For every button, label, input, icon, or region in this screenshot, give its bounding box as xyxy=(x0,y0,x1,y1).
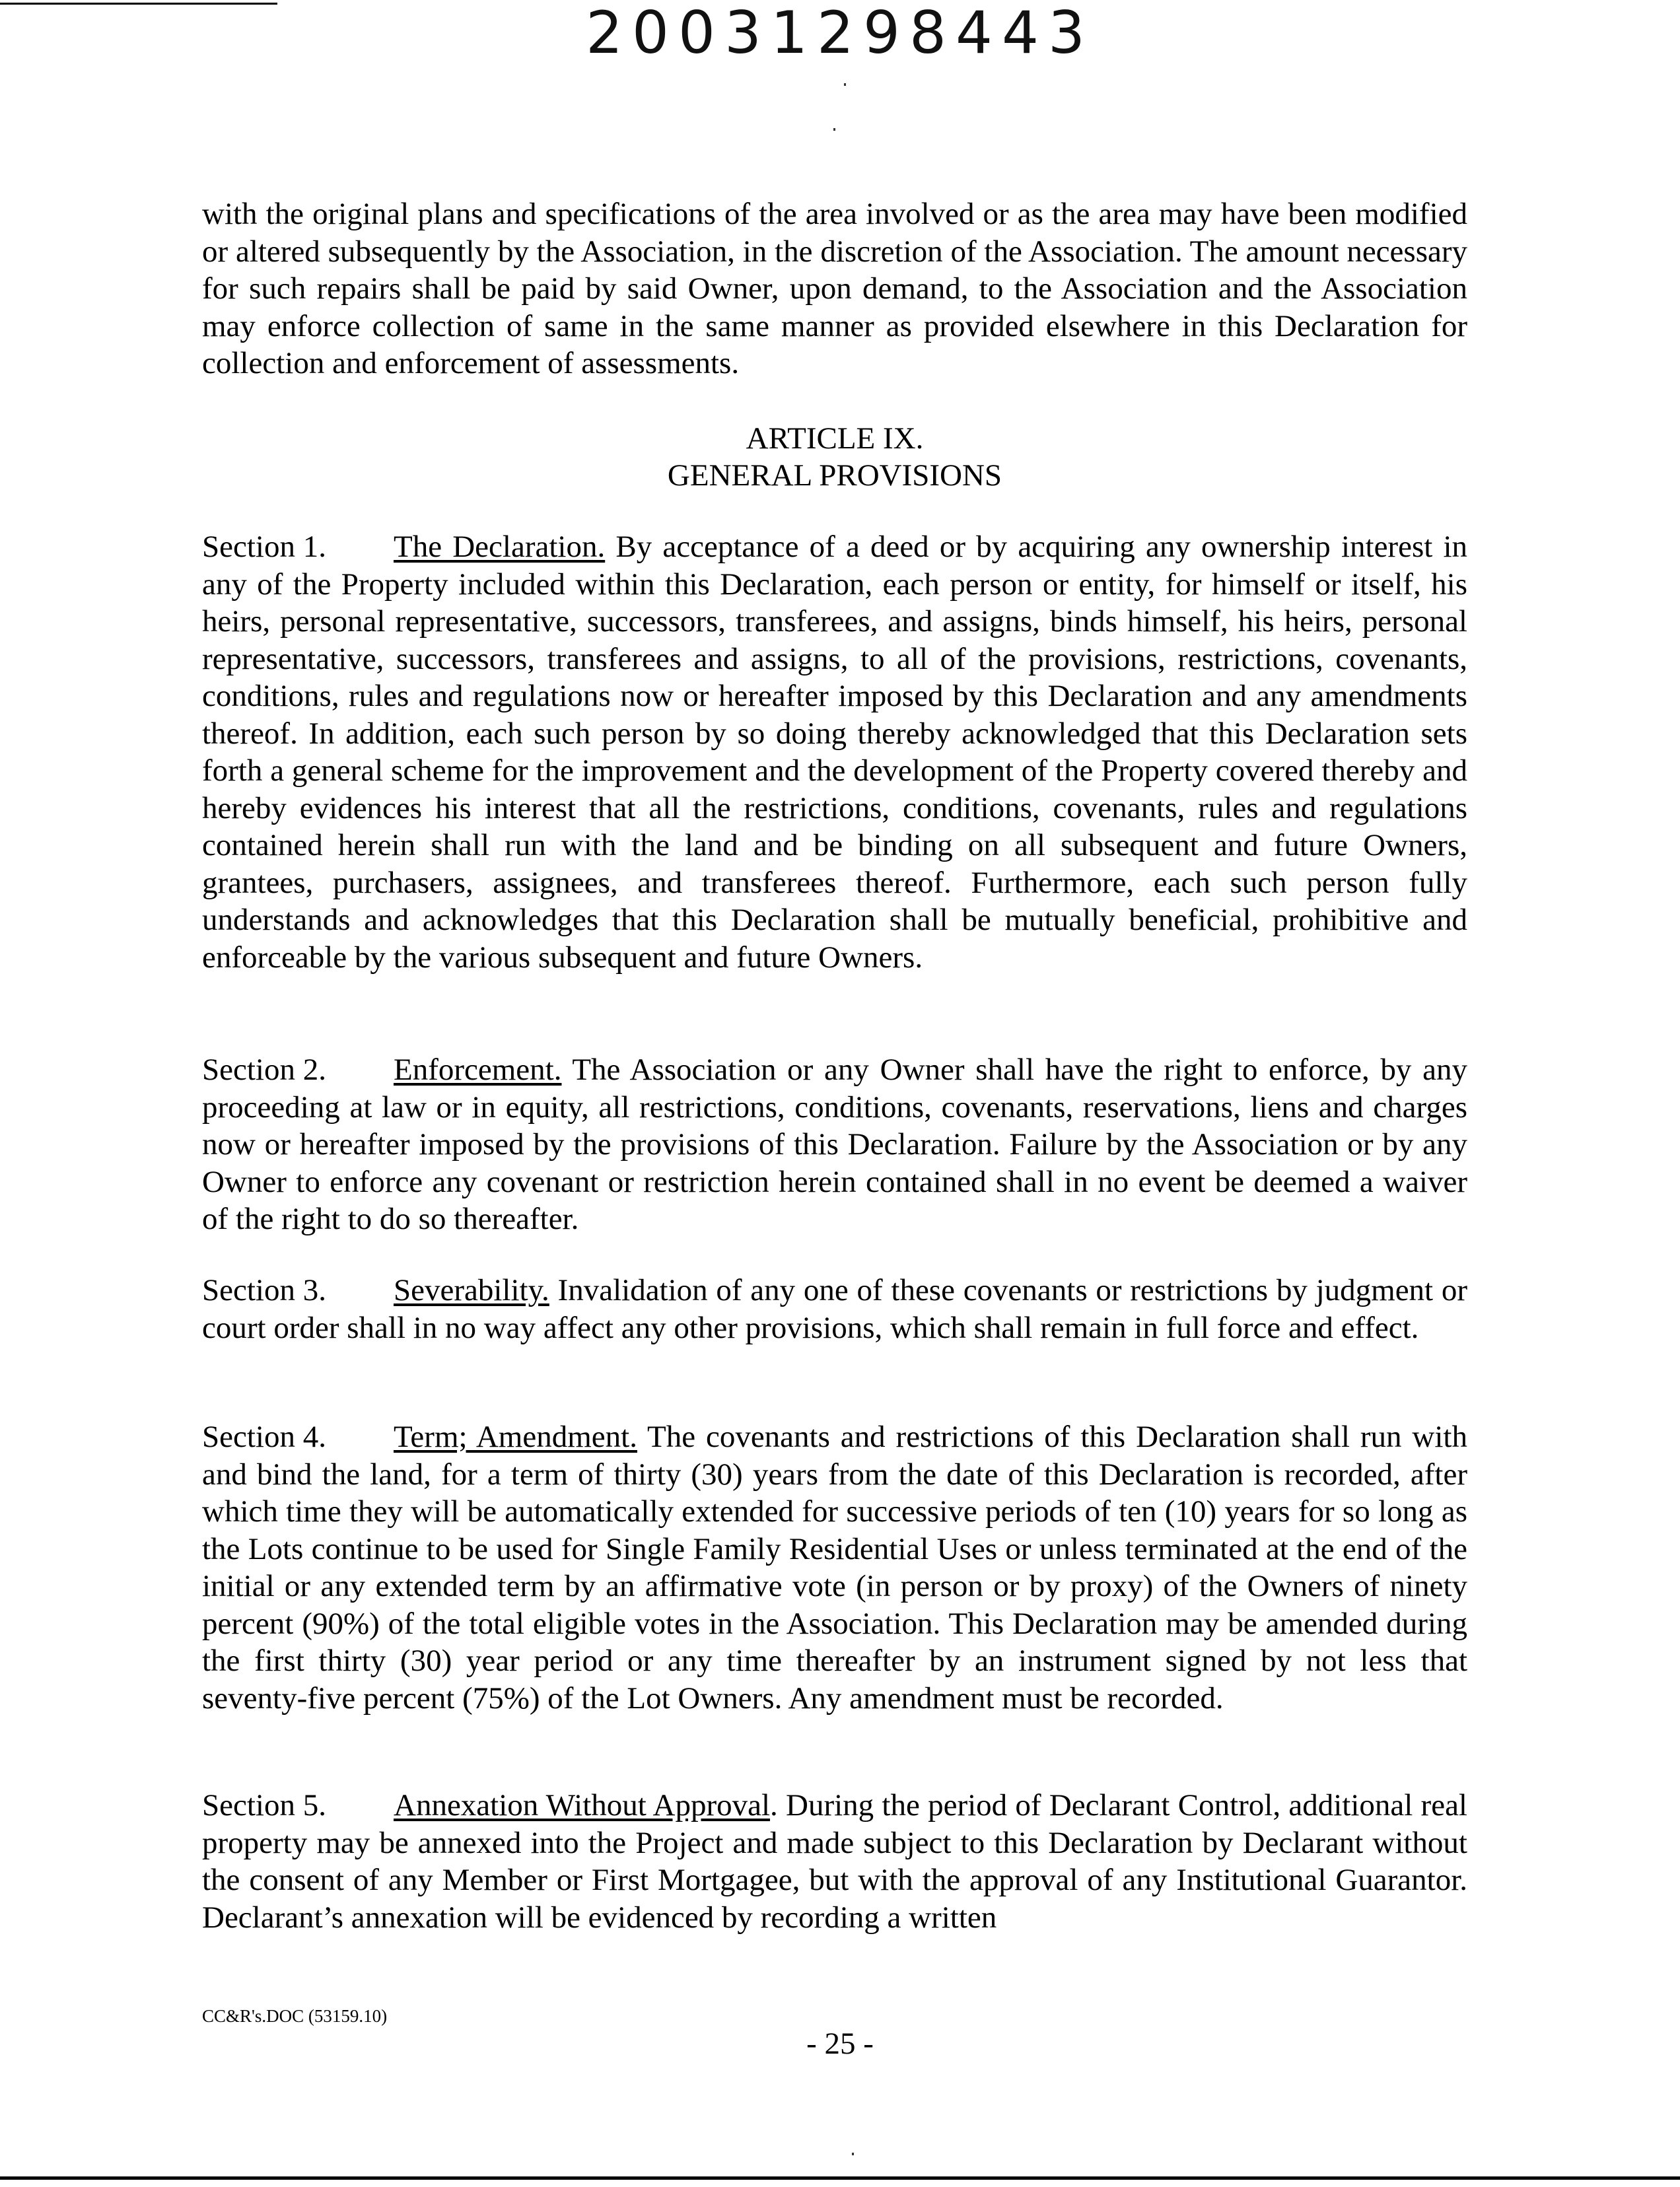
section-3-text: Invalidation of any one of these covenants or restrictions by judgment or court order shall in no way affect any other provisions, which shall remain in full force and effect. xyxy=(202,1273,1468,1345)
section-1-title: The Declaration. xyxy=(394,530,606,564)
section-2-text: The Association or any Owner shall have the right to enforce, by any proceeding at law or in equity, all restrictions, conditions, covenants, reservations, liens and charges now or hereafter imposed by the provisions of this Declaration. Failure by the Association or by any Owner to enforce any covenant or restriction herein contained shall in no event be deemed a waiver of the right to do so thereafter. xyxy=(202,1053,1467,1236)
recording-number: 20031298443 xyxy=(586,0,1094,67)
section-2-title: Enforcement. xyxy=(394,1053,562,1087)
section-1-text: By acceptance of a deed or by acquiring any ownership interest in any of the Property included within this Declaration, each person or entity, for himself or itself, his heirs, personal representative, successors, transferees, and assigns, binds himself, his heirs, personal representative, successors, transferees and assigns, to all of the provisions, restrictions, covenants, conditions, rules and regulations now or hereafter imposed by this Declaration and any amendments thereof. In addition, each such person by so doing thereby acknowledged that this Declaration sets forth a general scheme for the improvement and the development of the Property covered thereby and hereby evidences his interest that all the restrictions, conditions, covenants, rules and regulations contained herein shall run with the land and be binding on all subsequent and future Owners, grantees, purchasers, assignees, and transferees thereof. Furthermore, each such person fully understands and acknowledges that this Declaration shall be mutually beneficial, prohibitive and enforceable by the various subsequent and future Owners. xyxy=(202,530,1468,975)
section-5-title: Annexation Without Approval xyxy=(394,1788,771,1822)
section-4-text: The covenants and restrictions of this Declaration shall run with and bind the land, for a term of thirty (30) years from the date of this Declaration is recorded, after which time they will be automatically extended for successive periods of ten (10) years for so long as the Lots continue to be used for Single Family Residential Uses or unless terminated at the end of the initial or any extended term by an affirmative vote (in person or by proxy) of the Owners of ninety percent (90%) of the total eligible votes in the Association. This Declaration may be amended during the first thirty (30) year period or any time thereafter by an instrument signed by not less that seventy-five percent (75%) of the Lot Owners. Any amendment must be recorded. xyxy=(202,1420,1467,1716)
section-1-label: Section 1. xyxy=(202,530,326,564)
article-title: GENERAL PROVISIONS xyxy=(667,458,1002,493)
section-5-text: . During the period of Declarant Control, additional real property may be annexed into the Project and made subject to this Declaration by Declarant without the consent of any Member or First Mortgagee, but with the approval of any Institutional Guarantor. Declarant’s annexation will be evidenced by recording a written xyxy=(202,1788,1467,1935)
intro-paragraph: with the original plans and specifications of the area involved or as the area may have been modified or altered subsequently by the Association, in the discretion of the Association. The amount necessary for such repairs shall be paid by said Owner, upon demand, to the Association and the Association may enforce collection of same in the same manner as provided elsewhere in this Declaration for collection and enforcement of assessments. xyxy=(202,197,1467,380)
section-3-paragraph xyxy=(202,1272,1467,1346)
footer-doc-reference: CC&R's.DOC (53159.10) xyxy=(202,2006,388,2026)
section-2-label: Section 2. xyxy=(202,1053,326,1087)
section-2-paragraph xyxy=(202,1051,1467,1238)
bottom-scan-rule xyxy=(0,2176,1680,2180)
section-4-label: Section 4. xyxy=(202,1420,326,1454)
section-1-paragraph xyxy=(202,528,1467,976)
section-3-title: Severability. xyxy=(394,1273,549,1307)
scan-speck xyxy=(833,128,835,131)
section-3-label: Section 3. xyxy=(202,1273,326,1307)
section-5-paragraph xyxy=(202,1787,1467,1936)
scan-speck xyxy=(844,83,846,86)
scan-speck xyxy=(852,2153,854,2155)
section-4-title: Term; Amendment. xyxy=(394,1420,637,1454)
article-number: ARTICLE IX. xyxy=(746,421,924,456)
article-heading xyxy=(202,420,1467,494)
section-4-paragraph xyxy=(202,1418,1467,1717)
section-5-label: Section 5. xyxy=(202,1788,326,1822)
page-number: - 25 - xyxy=(806,2027,874,2061)
